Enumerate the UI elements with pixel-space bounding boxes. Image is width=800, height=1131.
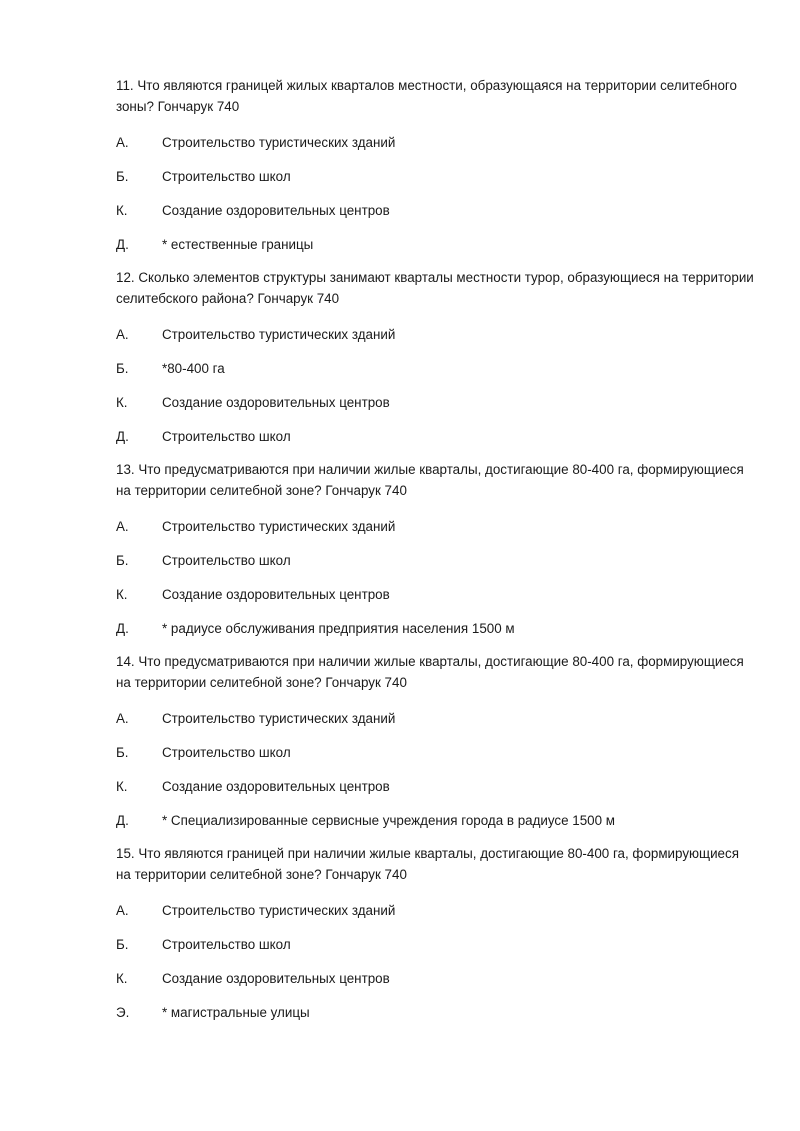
- question-14: [116, 651, 756, 831]
- answer-option: [116, 517, 756, 537]
- option-text: Создание оздоровительных центров: [162, 587, 390, 602]
- option-letter: Д.: [116, 429, 129, 444]
- option-text: * радиусе обслуживания предприятия населения 1500 м: [162, 621, 515, 636]
- option-text: Создание оздоровительных центров: [162, 779, 390, 794]
- option-text: Строительство туристических зданий: [162, 711, 396, 726]
- option-letter: Б.: [116, 745, 129, 760]
- answer-option-correct: [116, 619, 756, 639]
- option-text: Строительство туристических зданий: [162, 903, 396, 918]
- option-text: Строительство школ: [162, 937, 291, 952]
- option-text: Создание оздоровительных центров: [162, 203, 390, 218]
- option-letter: А.: [116, 327, 129, 342]
- option-text: Строительство туристических зданий: [162, 327, 396, 342]
- option-text: * Специализированные сервисные учреждения города в радиусе 1500 м: [162, 813, 616, 828]
- answer-option: [116, 901, 756, 921]
- option-text: Создание оздоровительных центров: [162, 395, 390, 410]
- question-11: [116, 75, 756, 255]
- option-letter: Д.: [116, 237, 129, 252]
- answer-option-correct: [116, 1003, 756, 1023]
- option-letter: К.: [116, 587, 128, 602]
- option-letter: Б.: [116, 937, 129, 952]
- option-letter: Д.: [116, 621, 129, 636]
- option-text: Строительство туристических зданий: [162, 519, 396, 534]
- answer-option: [116, 133, 756, 153]
- answer-option: [116, 709, 756, 729]
- option-letter: А.: [116, 135, 129, 150]
- option-text: Строительство школ: [162, 745, 291, 760]
- answer-option: [116, 201, 756, 221]
- option-letter: К.: [116, 395, 128, 410]
- option-letter: К.: [116, 779, 128, 794]
- answer-option: [116, 427, 756, 447]
- option-text: Строительство школ: [162, 429, 291, 444]
- option-letter: Б.: [116, 361, 129, 376]
- answer-option: [116, 551, 756, 571]
- option-letter: Д.: [116, 813, 129, 828]
- option-letter: К.: [116, 971, 128, 986]
- answer-option-correct: [116, 811, 756, 831]
- option-letter: А.: [116, 903, 129, 918]
- option-letter: К.: [116, 203, 128, 218]
- answer-option: [116, 777, 756, 797]
- answer-option: [116, 969, 756, 989]
- answer-option: [116, 167, 756, 187]
- question-text: 14. Что предусматриваются при наличии жилые кварталы, достигающие 80-400 га, формирующиеся на территории селитебной зоне? Гончарук 740: [116, 654, 744, 690]
- answer-option: [116, 325, 756, 345]
- option-text: * магистральные улицы: [162, 1005, 310, 1020]
- answer-option: [116, 585, 756, 605]
- question-15: [116, 843, 756, 1023]
- answer-option-correct: [116, 235, 756, 255]
- option-text: *80-400 га: [162, 361, 225, 376]
- answer-option: [116, 743, 756, 763]
- question-text: 12. Сколько элементов структуры занимают кварталы местности туроp, образующиеся на территории селитебского района? Гончарук 740: [116, 270, 754, 306]
- option-text: Строительство школ: [162, 169, 291, 184]
- option-letter: Э.: [116, 1005, 130, 1020]
- question-12: [116, 267, 756, 447]
- question-text: 11. Что являются границей жилых кварталов местности, образующаяся на территории селитебного зоны? Гончарук 740: [116, 78, 737, 114]
- option-text: * естественные границы: [162, 237, 314, 252]
- option-letter: А.: [116, 711, 129, 726]
- option-letter: А.: [116, 519, 129, 534]
- option-text: Строительство школ: [162, 553, 291, 568]
- answer-option: [116, 393, 756, 413]
- question-text: 13. Что предусматриваются при наличии жилые кварталы, достигающие 80-400 га, формирующиеся на территории селитебной зоне? Гончарук 740: [116, 462, 744, 498]
- option-letter: Б.: [116, 169, 129, 184]
- answer-option-correct: [116, 359, 756, 379]
- option-letter: Б.: [116, 553, 129, 568]
- option-text: Создание оздоровительных центров: [162, 971, 390, 986]
- question-text: 15. Что являются границей при наличии жилые кварталы, достигающие 80-400 га, формирующиеся на территории селитебной зоне? Гончарук 740: [116, 846, 739, 882]
- option-text: Строительство туристических зданий: [162, 135, 396, 150]
- answer-option: [116, 935, 756, 955]
- question-13: [116, 459, 756, 639]
